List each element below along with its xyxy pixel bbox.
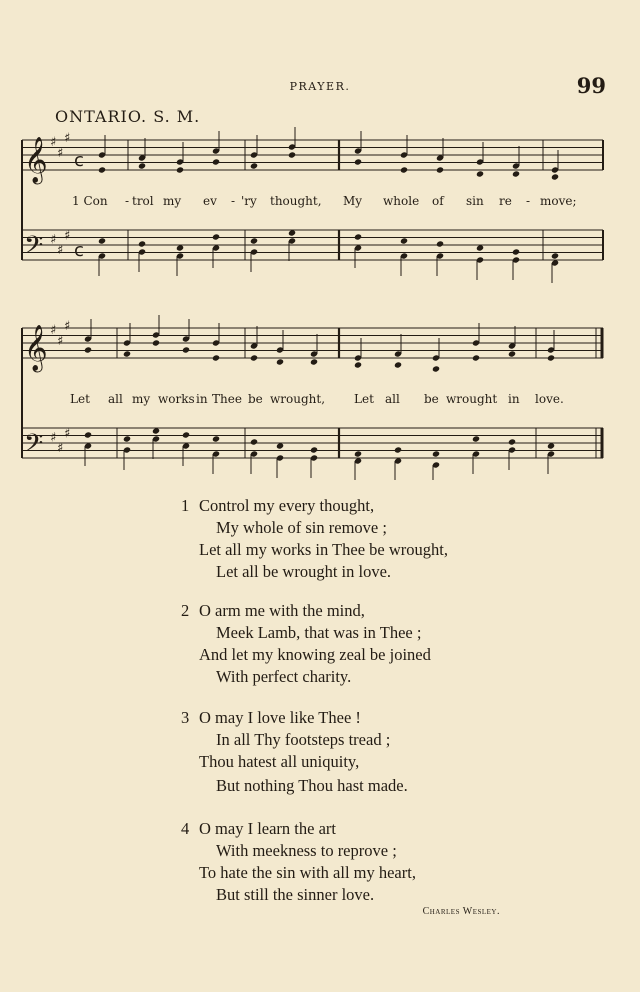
note-head: [152, 427, 160, 434]
verse-line: Control my every thought,: [199, 496, 375, 515]
verse-line: O arm me with the mind,: [199, 601, 365, 620]
note-head: [288, 151, 296, 158]
note-head: [212, 233, 220, 240]
lyric-syllable: works: [158, 392, 195, 406]
verse-line: To hate the sin with all my heart,: [199, 863, 416, 882]
note-head: [512, 248, 520, 255]
note-head: [250, 438, 258, 445]
verse-number: 1: [181, 496, 190, 515]
note-head: [354, 450, 362, 457]
sharp-icon: ♯: [64, 319, 71, 334]
sharp-icon: ♯: [57, 146, 64, 161]
note-head: [354, 361, 362, 368]
lyric-syllable: thought,: [270, 194, 322, 208]
lyric-syllable: be: [424, 392, 439, 406]
lyric-syllable: love.: [535, 392, 564, 406]
lyric-syllable: whole: [383, 194, 420, 208]
note-head: [276, 358, 284, 365]
sharp-icon: ♯: [50, 232, 57, 248]
lyric-syllable: -: [125, 194, 130, 208]
verse-line: O may I love like Thee !: [199, 708, 361, 727]
note-head: [212, 354, 220, 361]
lyric-syllable: all: [108, 392, 123, 406]
verse-line: Let all my works in Thee be wrought,: [199, 540, 448, 559]
note-head: [250, 162, 258, 169]
note-head: [508, 438, 516, 445]
note-head: [394, 446, 402, 453]
verse-line: Meek Lamb, that was in Thee ;: [216, 623, 422, 642]
verse-line: With perfect charity.: [216, 667, 352, 686]
note-head: [508, 350, 516, 357]
note-head: [400, 237, 408, 244]
tune-title: ONTARIO. S. M.: [55, 107, 201, 126]
bass-clef-icon: 𝄢: [24, 231, 44, 266]
page-number: 99: [576, 73, 606, 98]
note-head: [176, 166, 184, 173]
lyric-syllable: all: [385, 392, 400, 406]
treble-clef-icon: 𝄞: [24, 137, 48, 183]
verse-line: And let my knowing zeal be joined: [199, 645, 431, 664]
verse-number: 3: [181, 708, 190, 727]
common-time-icon: c: [74, 240, 84, 261]
lyric-syllable: trol: [132, 194, 154, 208]
note-head: [250, 354, 258, 361]
lyric-syllable: Thee: [212, 392, 242, 406]
sharp-icon: ♯: [57, 441, 64, 456]
sharp-icon: ♯: [50, 135, 57, 150]
note-head: [182, 431, 190, 438]
note-head: [250, 237, 258, 244]
verse-line: Thou hatest all uniquity,: [199, 752, 360, 771]
note-head: [276, 442, 284, 449]
note-head: [212, 435, 220, 442]
author-credit: Charles Wesley.: [422, 906, 500, 917]
note-head: [212, 158, 220, 165]
lyric-syllable: in: [508, 392, 520, 406]
note-head: [310, 446, 318, 453]
lyric-syllable: 'ry: [241, 194, 257, 208]
note-head: [551, 252, 559, 259]
note-head: [436, 166, 444, 173]
bass-clef-icon: 𝄢: [24, 429, 44, 464]
lyric-syllable: Let: [354, 392, 374, 406]
lyric-syllable: be: [248, 392, 263, 406]
note-head: [123, 435, 131, 442]
sharp-icon: ♯: [64, 131, 71, 146]
note-head: [547, 354, 555, 361]
lyric-syllable: wrought,: [270, 392, 326, 406]
sharp-icon: ♯: [64, 228, 71, 244]
lyric-syllable: wrought: [446, 392, 498, 406]
verse-line: But still the sinner love.: [216, 885, 375, 904]
note-head: [400, 166, 408, 173]
lyric-syllable: Let: [70, 392, 90, 406]
sharp-icon: ♯: [50, 323, 57, 338]
note-head: [436, 240, 444, 247]
note-head: [354, 158, 362, 165]
note-head: [472, 354, 480, 361]
lyrics-system-2: [70, 392, 564, 406]
note-head: [432, 365, 440, 372]
note-head: [547, 442, 555, 449]
verse-line: My whole of sin remove ;: [216, 518, 387, 537]
note-head: [98, 237, 106, 244]
lyrics-system-1: [72, 194, 577, 208]
note-head: [152, 339, 160, 346]
lyric-syllable: move;: [540, 194, 577, 208]
lyric-syllable: ev: [203, 194, 217, 208]
note-head: [472, 435, 480, 442]
note-head: [98, 166, 106, 173]
sharp-icon: ♯: [64, 426, 71, 442]
verse-number: 4: [181, 819, 190, 838]
verse-number: 2: [181, 601, 190, 620]
note-head: [354, 233, 362, 240]
note-head: [551, 173, 559, 180]
lyric-syllable: my: [163, 194, 182, 208]
sharp-icon: ♯: [57, 334, 64, 349]
note-head: [138, 240, 146, 247]
note-head: [123, 350, 131, 357]
note-head: [310, 358, 318, 365]
sharp-icon: ♯: [50, 430, 57, 446]
note-head: [512, 170, 520, 177]
running-head: PRAYER.: [289, 80, 351, 93]
treble-clef-icon: 𝄞: [24, 325, 48, 371]
verse-line: Let all be wrought in love.: [216, 562, 392, 581]
verse-line: O may I learn the art: [199, 819, 336, 838]
lyric-syllable: sin: [466, 194, 484, 208]
note-head: [432, 450, 440, 457]
note-head: [182, 346, 190, 353]
note-head: [394, 361, 402, 368]
common-time-icon: c: [74, 150, 84, 171]
note-head: [138, 162, 146, 169]
verse-line: But nothing Thou hast made.: [216, 776, 408, 795]
lyric-syllable: in: [196, 392, 208, 406]
note-head: [476, 170, 484, 177]
note-head: [84, 346, 92, 353]
note-head: [476, 244, 484, 251]
music-glyphs: [24, 131, 84, 464]
note-head: [288, 229, 296, 236]
lyric-syllable: my: [132, 392, 151, 406]
verse-line: With meekness to reprove ;: [216, 841, 397, 860]
lyric-syllable: 1 Con: [72, 194, 108, 208]
lyric-syllable: My: [343, 194, 363, 208]
staff-lines: [22, 140, 603, 458]
lyric-syllable: -: [231, 194, 236, 208]
lyric-syllable: re: [499, 194, 512, 208]
music-score: [0, 0, 640, 480]
sharp-icon: ♯: [57, 243, 64, 258]
verse-line: In all Thy footsteps tread ;: [216, 730, 391, 749]
note-head: [84, 431, 92, 438]
lyric-syllable: -: [526, 194, 531, 208]
music-notes: [84, 127, 559, 480]
lyric-syllable: of: [432, 194, 444, 208]
note-head: [176, 244, 184, 251]
